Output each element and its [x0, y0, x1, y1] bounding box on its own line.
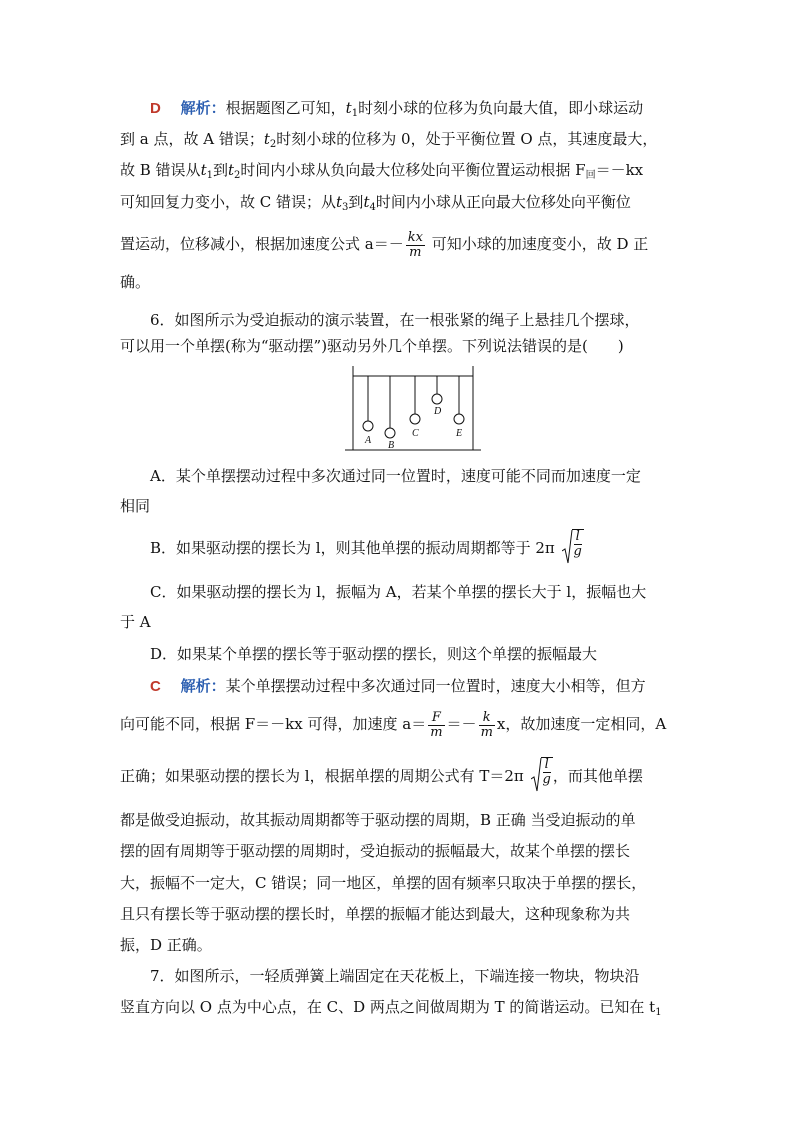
- fraction-kx-m: $\frac{kx}{m}$: [407, 229, 423, 260]
- pendulum-apparatus-figure: [345, 364, 485, 456]
- pendulum-ball-a: [363, 421, 373, 431]
- option-c-line-1: C．如果驱动摆的摆长为 l，振幅为 A，若某个单摆的摆长大于 l，振幅也大: [150, 583, 647, 601]
- solution-6-line-6: 大，振幅不一定大，C 错误；同一地区，单摆的固有频率只取决于单摆的摆长，: [120, 874, 647, 892]
- solution-6-line-8: 振，D 正确。: [120, 936, 212, 954]
- label-c: C: [412, 428, 419, 439]
- question-6-line-1: 6．如图所示为受迫振动的演示装置，在一根张紧的绳子上悬挂几个摆球，: [150, 311, 640, 329]
- label-e: E: [456, 428, 463, 439]
- option-b: B．如果驱动摆的摆长为 l，则其他单摆的振动周期都等于 2π $\frac{l}{g}$: [150, 528, 584, 568]
- option-c-line-2: 于 A: [120, 613, 151, 631]
- answer-letter: D: [150, 100, 161, 117]
- pendulum-ball-d: [432, 394, 442, 404]
- solution-6-line-4: 都是做受迫振动，故其振动周期都等于驱动摆的周期，B 正确 当受迫振动的单: [120, 811, 636, 829]
- solution-6-line-7: 且只有摆长等于驱动摆的摆长时，单摆的振幅才能达到最大，这种现象称为共: [120, 905, 631, 923]
- solution-5-line-6: 确。: [120, 273, 151, 291]
- label-d: D: [434, 406, 442, 417]
- solution-5-line-4: 可知回复力变小，故 C 错误；从$t_3$到$t_4$时间内小球从正向最大位移处向平衡位: [120, 193, 631, 213]
- solution-5-line-2: 到 a 点，故 A 错误；$t_2$时刻小球的位移为 0，处于平衡位置 O 点，其速度最大，: [120, 130, 658, 150]
- label-b: B: [388, 440, 395, 451]
- analysis-label: 解析：: [180, 677, 226, 695]
- label-a: A: [365, 435, 372, 446]
- solution-5-line-1: D 解析：根据题图乙可知，$t_1$时刻小球的位移为负向最大值，即小球运动: [150, 99, 644, 119]
- solution-6-line-2: 向可能不同，根据 F＝－kx 可得，加速度 a＝ $\frac{F}{m}$ ＝－ $\frac{k}{m}$ x，故加速度一定相同，A: [120, 709, 667, 740]
- question-7-line-2: 竖直方向以 O 点为中心点，在 C、D 两点之间做周期为 T 的简谐运动。已知在 $t_1$: [120, 998, 662, 1018]
- sqrt-l-over-g: $\frac{l}{g}$: [531, 757, 553, 798]
- question-6-line-2: 可以用一个单摆(称为“驱动摆”)驱动另外几个单摆。下列说法错误的是( ): [120, 337, 624, 355]
- pendulum-ball-b: [385, 428, 395, 438]
- solution-5-line-5: 置运动，位移减小，根据加速度公式 a＝－ $\frac{kx}{m}$ 可知小球的加速度变小，故 D 正: [120, 229, 649, 260]
- analysis-label: 解析：: [180, 99, 226, 117]
- option-a-line-2: 相同: [120, 497, 151, 515]
- solution-6-line-3: 正确；如果驱动摆的摆长为 l，根据单摆的周期公式有 T＝2π $\frac{l}{g}$ ，而其他单摆: [120, 756, 643, 796]
- option-a-line-1: A．某个单摆摆动过程中多次通过同一位置时，速度可能不同而加速度一定: [150, 467, 641, 485]
- sqrt-l-over-g: $\frac{l}{g}$: [562, 529, 584, 570]
- question-7-line-1: 7．如图所示，一轻质弹簧上端固定在天花板上，下端连接一物块，物块沿: [150, 967, 640, 985]
- option-d: D．如果某个单摆的摆长等于驱动摆的摆长，则这个单摆的振幅最大: [150, 645, 598, 663]
- solution-6-line-5: 摆的固有周期等于驱动摆的周期时，受迫振动的振幅最大，故某个单摆的摆长: [120, 842, 631, 860]
- answer-letter: C: [150, 678, 161, 695]
- solution-6-line-1: C 解析：某个单摆摆动过程中多次通过同一位置时，速度大小相等，但方: [150, 677, 646, 695]
- solution-5-line-3: 故 B 错误从$t_1$到$t_2$时间内小球从负向最大位移处向平衡位置运动根据 $F_回=-kx$: [120, 161, 644, 181]
- pendulum-ball-c: [410, 414, 420, 424]
- pendulum-ball-e: [454, 414, 464, 424]
